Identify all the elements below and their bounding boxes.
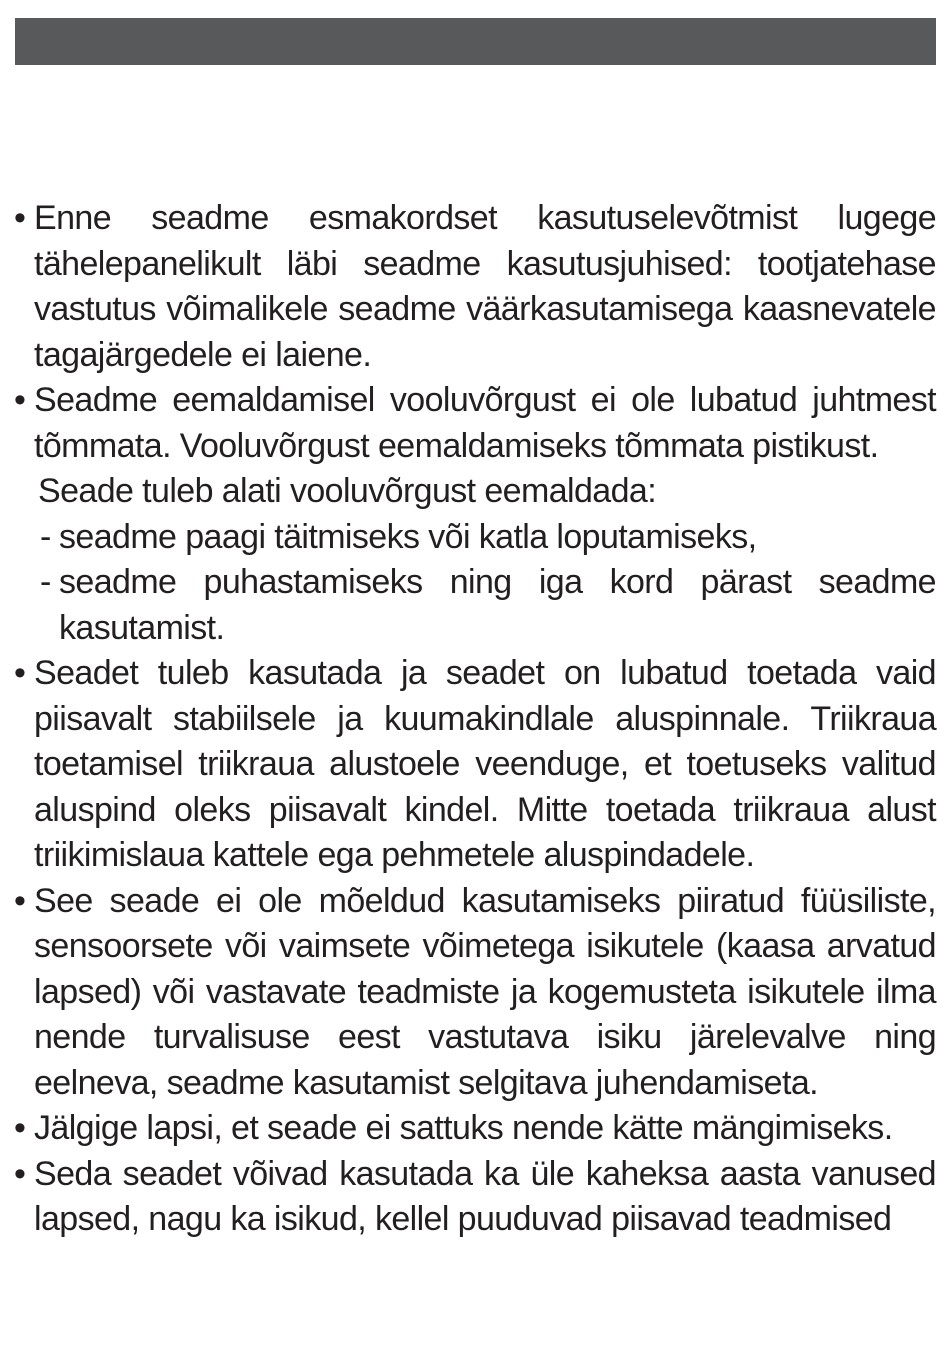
instruction-text: See seade ei ole mõeldud kasutamiseks piiratud füüsiliste, sensoorsete või vaimsete võimetega isikutele (kaasa arvatud lapsed) või vastavate teadmiste ja kogemusteta isikutele ilma nende turvalisuse eest vastutava isiku järelevalve ning eelneva, seadme kasutamist selgitava juhendamiseta. [34,881,936,1102]
instruction-text: Seadet tuleb kasutada ja seadet on lubatud toetada vaid piisavalt stabiilsele ja kuumakindlale aluspinnale. Triikraua toetamisel triikraua alustoele veenduge, et toetuseks valitud aluspind oleks piisavalt kindel. Mitte toetada triikraua alust triikimislaua kattele ega pehmetele aluspindadele. [34,654,936,874]
bullet-icon: • [14,1154,26,1193]
instruction-item-age-limit [14,1152,936,1243]
instruction-item-restricted-users [14,879,936,1107]
instruction-subtext: seadme paagi täitmiseks või katla loputamiseks, [59,517,757,556]
instruction-item-unplugging [14,378,936,469]
instruction-note: Seade tuleb alati vooluvõrgust eemaldada: [38,472,657,510]
dash-icon: - [40,517,51,556]
bullet-icon: • [14,881,26,920]
bullet-icon: • [14,1109,26,1147]
instruction-text: Jälgige lapsi, et seade ei sattuks nende kätte mängimiseks. [34,1109,893,1147]
bullet-icon: • [14,199,26,237]
instruction-item-first-use [14,196,936,378]
instruction-text: Seda seadet võivad kasutada ka üle kaheksa aasta vanused lapsed, nagu ka isikud, kellel puuduvad piisavad teadmised [34,1154,936,1238]
instruction-item-stable-surface [14,651,936,879]
header-bar [15,18,936,65]
bullet-icon: • [14,381,26,419]
instruction-subitem-cleaning [14,560,936,651]
bullet-icon: • [14,654,26,692]
instruction-subitem-filling [14,515,936,561]
instruction-item-children [14,1106,936,1152]
instruction-subtext: seadme puhastamiseks ning iga kord pärast seadme kasutamist. [59,563,936,647]
safety-instructions [14,196,936,1243]
instruction-text: Enne seadme esmakordset kasutuselevõtmist lugege tähelepanelikult läbi seadme kasutusjuhised: tootjatehase vastutus võimalikele seadme väärkasutamisega kaasnevatele tagajärgedele ei laiene. [34,199,936,374]
instruction-text: Seadme eemaldamisel vooluvõrgust ei ole lubatud juhtmest tõmmata. Vooluvõrgust eemaldamiseks tõmmata pistikust. [34,381,936,465]
dash-icon: - [40,563,51,601]
